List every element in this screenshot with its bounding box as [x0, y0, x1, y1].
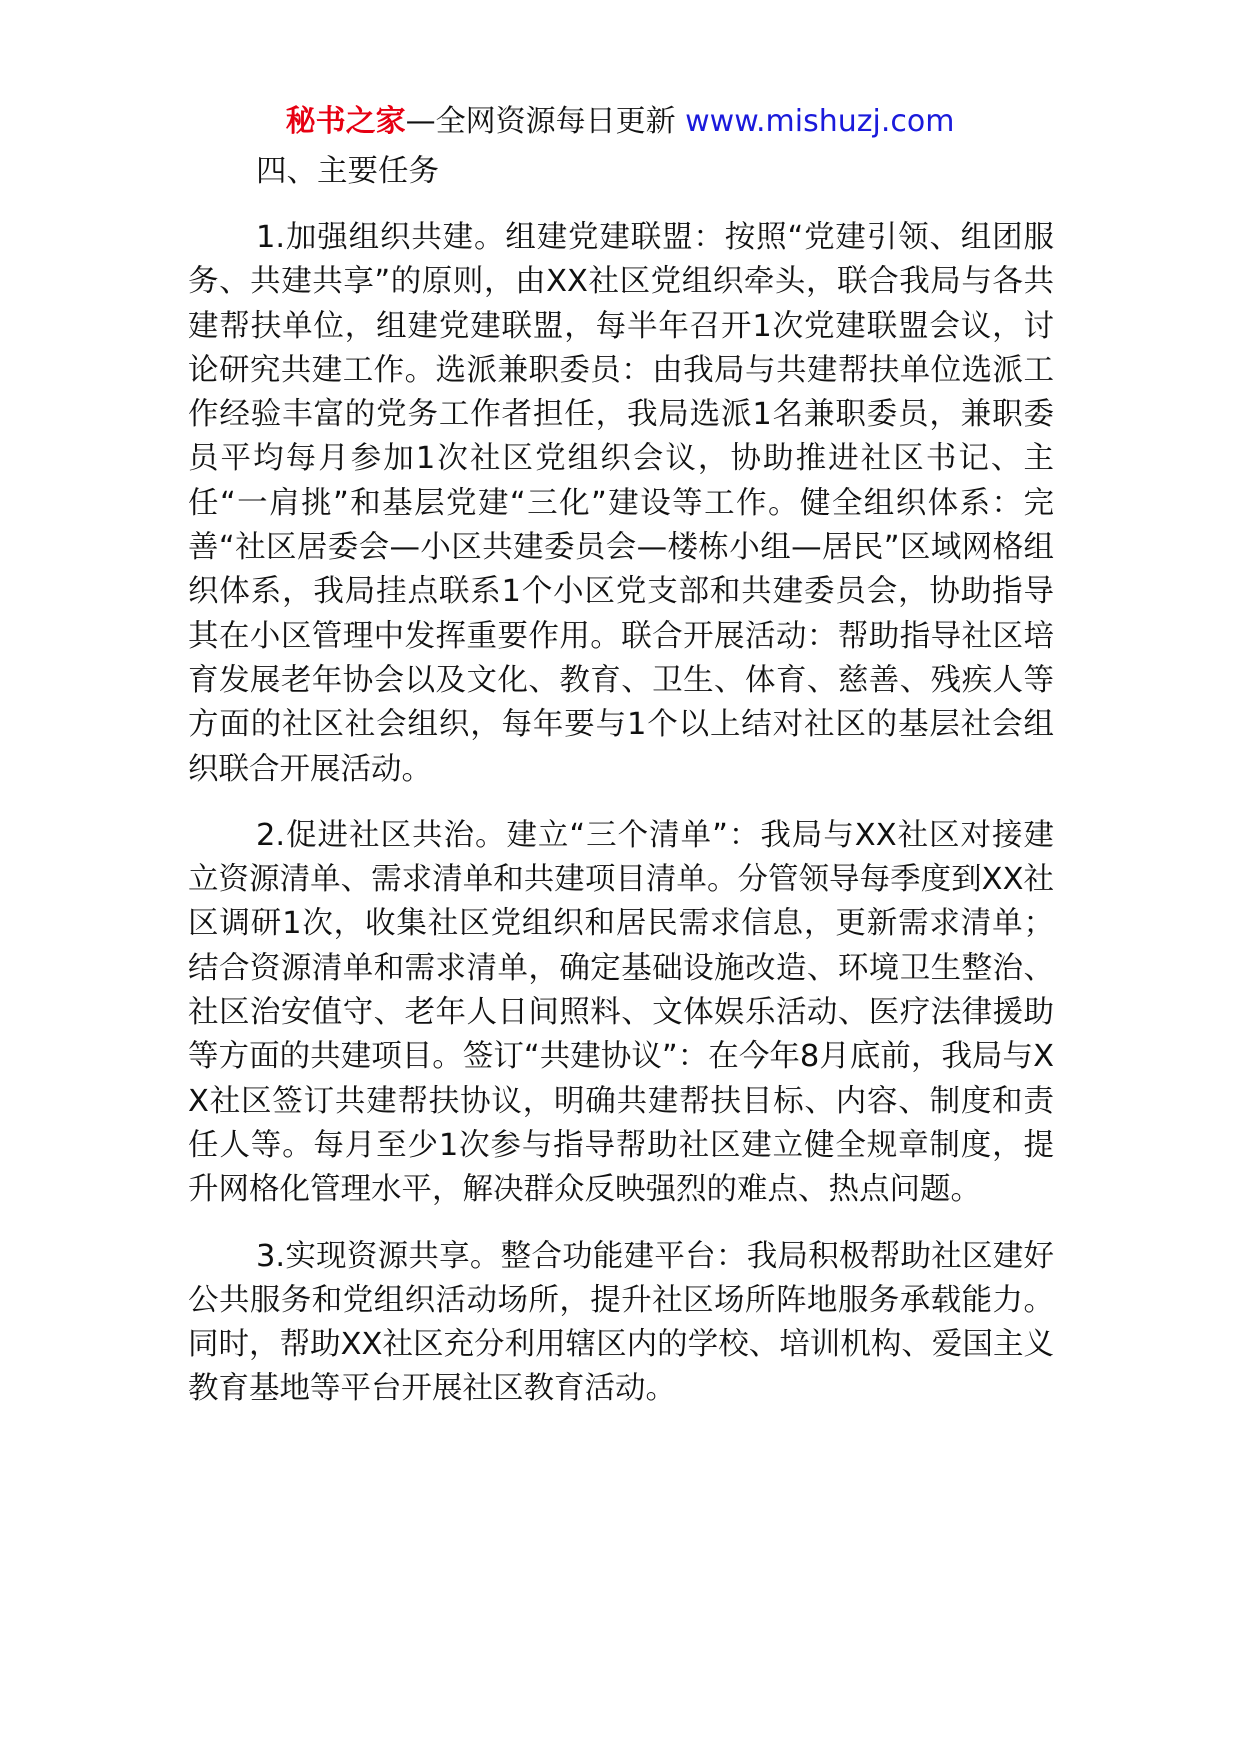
site-url-link[interactable]: www.mishuzj.com	[685, 104, 955, 139]
site-brand: 秘书之家	[285, 104, 406, 139]
paragraph-resources: 3.实现资源共享。整合功能建平台：我局积极帮助社区建好公共服务和党组织活动场所，提升社区场所阵地服务承载能力。同时，帮助XX社区充分利用辖区内的学校、培训机构、爱国主义教育基地等平台开展社区教育活动。	[188, 1238, 1054, 1407]
document-body	[188, 150, 1054, 1434]
section-title: 四、主要任务	[256, 154, 439, 189]
paragraph-governance: 2.促进社区共治。建立“三个清单”：我局与XX社区对接建立资源清单、需求清单和共建项目清单。分管领导每季度到XX社区调研1次，收集社区党组织和居民需求信息，更新需求清单；结合资源清单和需求清单，确定基础设施改造、环境卫生整治、社区治安值守、老年人日间照料、文体娱乐活动、医疗法律援助等方面的共建项目。签订“共建协议”：在今年8月底前，我局与XX社区签订共建帮扶协议，明确共建帮扶目标、内容、制度和责任人等。每月至少1次参与指导帮助社区建立健全规章制度，提升网格化管理水平，解决群众反映强烈的难点、热点问题。	[188, 817, 1054, 1208]
site-tagline: —全网资源每日更新	[405, 104, 686, 139]
watermark-header	[0, 102, 1240, 142]
paragraph-organization: 1.加强组织共建。组建党建联盟：按照“党建引领、组团服务、共建共享”的原则，由XX社区党组织牵头，联合我局与各共建帮扶单位，组建党建联盟，每半年召开1次党建联盟会议，讨论研究共建工作。选派兼职委员：由我局与共建帮扶单位选派工作经验丰富的党务工作者担任，我局选派1名兼职委员，兼职委员平均每月参加1次社区党组织会议，协助推进社区书记、主任“一肩挑”和基层党建“三化”建设等工作。健全组织体系：完善“社区居委会—小区共建委员会—楼栋小组—居民”区域网格组织体系，我局挂点联系1个小区党支部和共建委员会，协助指导其在小区管理中发挥重要作用。联合开展活动：帮助指导社区培育发展老年协会以及文化、教育、卫生、体育、慈善、残疾人等方面的社区社会组织，每年要与1个以上结对社区的基层社会组织联合开展活动。	[188, 220, 1054, 787]
